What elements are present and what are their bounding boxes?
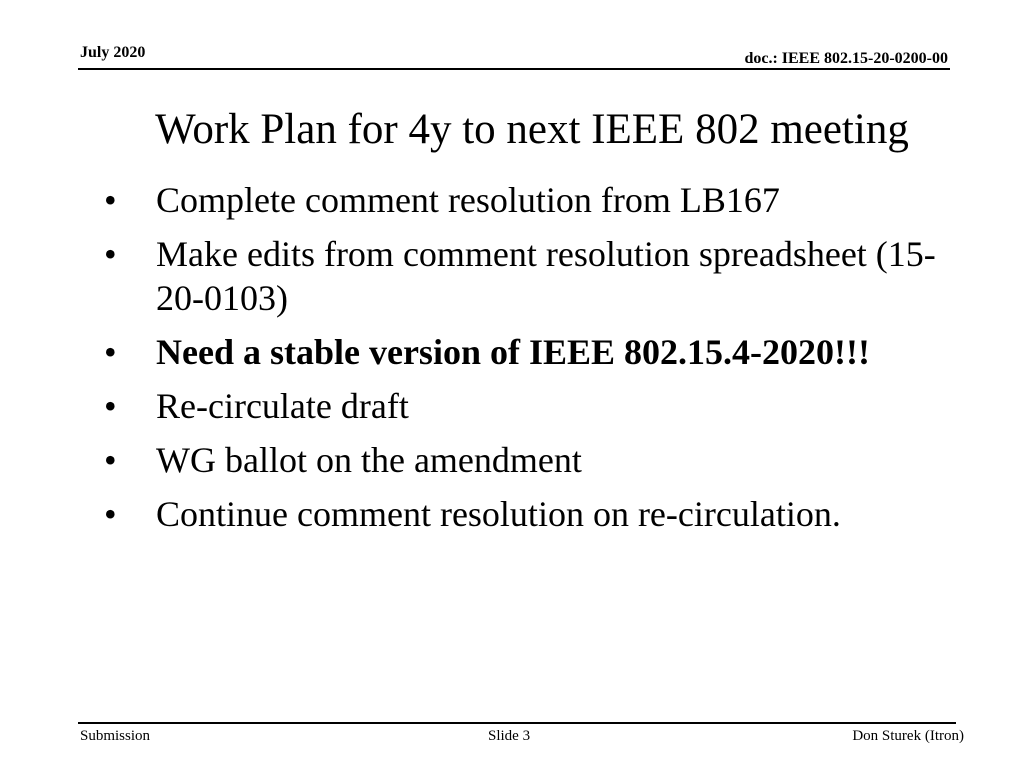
header-doc-id: doc.: IEEE 802.15-20-0200-00 (744, 50, 948, 67)
bullet-item-emphasis (100, 330, 980, 374)
bullet-dot-icon: • (104, 440, 117, 480)
bullet-dot-icon: • (104, 332, 117, 372)
bullet-dot-icon: • (104, 494, 117, 534)
bullet-text: WG ballot on the amendment (156, 440, 582, 480)
bullet-text: Need a stable version of IEEE 802.15.4-2020!!! (156, 332, 870, 372)
footer-author: Don Sturek (Itron) (852, 728, 964, 744)
bullet-text: Continue comment resolution on re-circulation. (156, 494, 841, 534)
bullet-dot-icon: • (104, 386, 117, 426)
bullet-text: Complete comment resolution from LB167 (156, 180, 780, 220)
header-date: July 2020 (80, 44, 146, 61)
bullet-item (100, 384, 980, 428)
bullet-text: Re-circulate draft (156, 386, 409, 426)
bullet-text: Make edits from comment resolution spreadsheet (15-20-0103) (156, 234, 936, 318)
bullet-dot-icon: • (104, 180, 117, 220)
bullet-item (100, 178, 980, 222)
bullet-dot-icon: • (104, 234, 117, 274)
footer-divider (78, 722, 956, 724)
footer-submission: Submission (80, 728, 151, 744)
bullet-item (100, 232, 980, 320)
slide-title: Work Plan for 4y to next IEEE 802 meeting (155, 106, 909, 153)
bullet-item (100, 438, 980, 482)
bullet-item (100, 492, 980, 536)
footer-slide-number: Slide 3 (488, 728, 531, 744)
bullet-list (100, 178, 980, 546)
header-divider (78, 68, 950, 70)
